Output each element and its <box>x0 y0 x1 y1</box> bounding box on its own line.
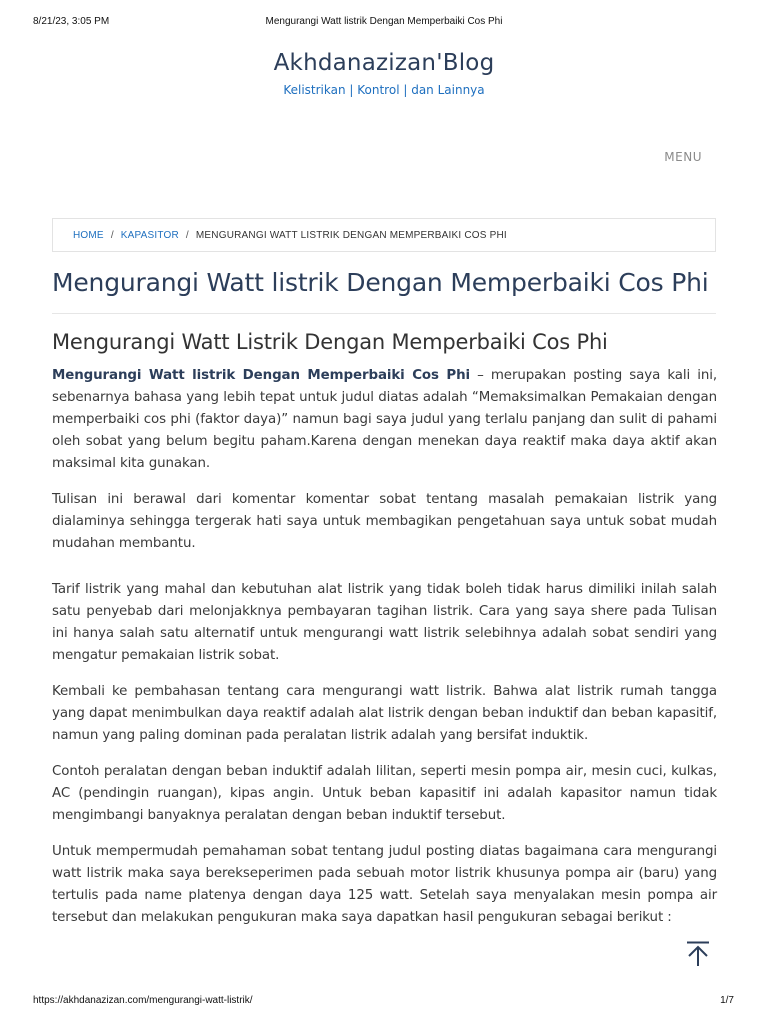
paragraph-intro <box>52 365 717 475</box>
article-content <box>52 365 717 943</box>
title-divider <box>52 313 716 314</box>
section-heading: Mengurangi Watt Listrik Dengan Memperbaiki Cos Phi <box>52 330 608 354</box>
site-tagline: Kelistrikan | Kontrol | dan Lainnya <box>283 83 485 97</box>
breadcrumb-separator: / <box>110 229 114 241</box>
intro-keyword: Mengurangi Watt listrik Dengan Memperbaiki Cos Phi <box>52 368 471 383</box>
print-page-title: Mengurangi Watt listrik Dengan Memperbaiki Cos Phi <box>265 16 503 27</box>
paragraph-4: Kembali ke pembahasan tentang cara mengurangi watt listrik. Bahwa alat listrik rumah tangga yang dapat menimbulkan daya reaktif adalah alat listrik dengan beban induktif dan beban kapasitif, namun yang paling dominan pada peralatan listrik adalah yang bersifat induktik. <box>52 684 717 743</box>
arrow-up-icon <box>684 940 712 968</box>
paragraph-6: Untuk mempermudah pemahaman sobat tentang judul posting diatas bagaimana cara mengurangi watt listrik maka saya berekseperimen pada sebuah motor listrik khusunya pompa air (baru) yang tertulis pada name platenya dengan daya 125 watt. Setelah saya menyalakan mesin pompa air tersebut dan melakukan pengukuran maka saya dapatkan hasil pengukuran sebagai berikut : <box>52 844 717 925</box>
print-header <box>0 16 768 30</box>
page-title: Mengurangi Watt listrik Dengan Memperbaiki Cos Phi <box>52 268 709 297</box>
print-datetime: 8/21/23, 3:05 PM <box>33 16 110 27</box>
breadcrumb-separator: / <box>185 229 189 241</box>
print-page-number: 1/7 <box>720 995 734 1006</box>
scroll-to-top-button[interactable] <box>684 940 712 968</box>
print-url: https://akhdanazizan.com/mengurangi-watt-listrik/ <box>33 995 253 1006</box>
print-footer <box>0 995 768 1009</box>
breadcrumb-category-link[interactable]: KAPASITOR <box>120 229 179 241</box>
breadcrumb-current: MENGURANGI WATT LISTRIK DENGAN MEMPERBAIKI COS PHI <box>195 229 507 241</box>
breadcrumb-home-link[interactable]: HOME <box>73 229 104 241</box>
paragraph-5: Contoh peralatan dengan beban induktif adalah lilitan, seperti mesin pompa air, mesin cuci, kulkas, AC (pendingin ruangan), kipas angin. Untuk beban kapasitif ini adalah kapasitor namun tidak mengimbangi banyaknya peralatan dengan beban induktif tersebut. <box>52 764 717 823</box>
breadcrumb <box>52 218 716 252</box>
intro-text: – merupakan posting saya kali ini, sebenarnya bahasa yang lebih tepat untuk judul diatas adalah “Memaksimalkan Pemakaian dengan memperbaiki cos phi (faktor daya)” namun bagi saya judul yang terlalu panjang dan sulit di pahami oleh sobat yang belum begitu paham.Karena dengan menekan daya reaktif maka daya aktif akan maksimal kita gunakan. <box>52 368 717 471</box>
paragraph-3: Tarif listrik yang mahal dan kebutuhan alat listrik yang tidak boleh tidak harus dimiliki inilah salah satu penyebab dari melonjakknya pembayaran tagihan listrik. Cara yang saya shere pada Tulisan ini hanya salah satu alternatif untuk mengurangi watt listrik selebihnya adalah sobat sendiri yang mengatur pemakaian listrik sobat. <box>52 582 717 663</box>
menu-button[interactable]: MENU <box>664 150 702 164</box>
paragraph-2: Tulisan ini berawal dari komentar komentar sobat tentang masalah pemakaian listrik yang dialaminya sehingga tergerak hati saya untuk membagikan pengetahuan saya untuk sobat mudah mudahan membantu. <box>52 492 717 551</box>
site-title[interactable]: Akhdanazizan'Blog <box>273 50 495 76</box>
